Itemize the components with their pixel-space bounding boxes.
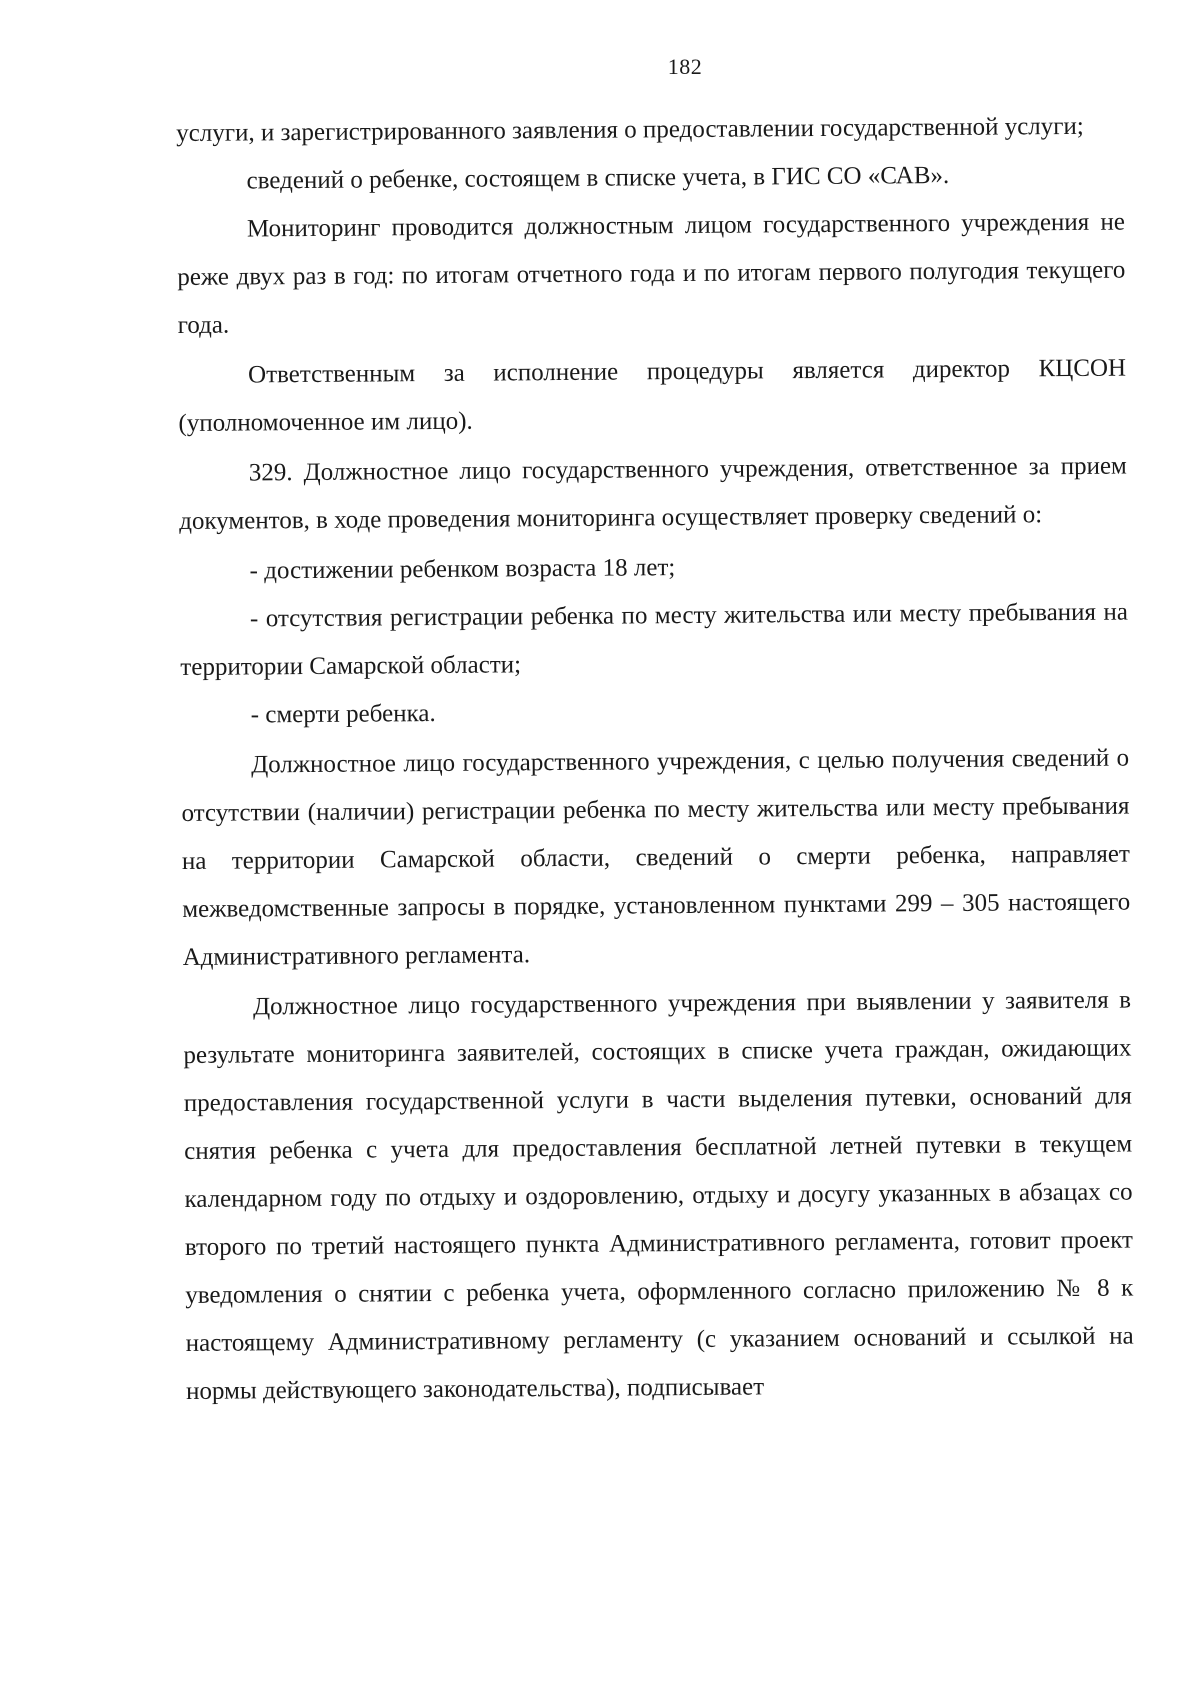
list-item-1: - достижении ребенком возраста 18 лет; xyxy=(249,554,676,585)
paragraph-2: сведений о ребенке, состоящем в списке учета, в ГИС СО «САВ». xyxy=(246,161,950,195)
page-number: 182 xyxy=(667,54,703,79)
paragraph-6: Должностное лицо государственного учреждения, с целью получения сведений о отсутствии (наличии) регистрации ребенка по месту жительства или месту пребывания на территории Самарской области, сведений о смерти ребенка, направляет межведомственные запросы в порядке, установленном пунктами 299 – 305 настоящего Административного регламента. xyxy=(181,744,1131,971)
paragraph-7: Должностное лицо государственного учреждения при выявлении у заявителя в результате мониторинга заявителей, состоящих в списке учета граждан, ожидающих предоставления государственной услуги в части выделения путевки, оснований для снятия ребенка с учета для предоставления бесплатной летней путевки в текущем календарном году по отдыху и оздоровлению, отдыху и досугу указанных в абзацах со второго по третий настоящего пункта Административного регламента, готовит проект уведомления о снятии с ребенка учета, оформленного согласно приложению № 8 к настоящему Административному регламенту (с указанием оснований и ссылкой на нормы действующего законодательства), подписывает xyxy=(183,986,1134,1405)
paragraph-3: Мониторинг проводится должностным лицом государственного учреждения не реже двух раз в год: по итогам отчетного года и по итогам первого полугодия текущего года. xyxy=(177,208,1126,339)
list-item-2: - отсутствия регистрации ребенка по месту жительства или месту пребывания на территории Самарской области; xyxy=(180,598,1129,681)
body-text xyxy=(176,103,1134,1416)
list-item-3: - смерти ребенка. xyxy=(250,699,436,729)
paragraph-5: 329. Должностное лицо государственного учреждения, ответственное за прием документов, в ходе проведения мониторинга осуществляет проверку сведений о: xyxy=(179,452,1127,535)
paragraph-1: услуги, и зарегистрированного заявления о предоставлении государственной услуги; xyxy=(176,112,1084,147)
paragraph-4: Ответственным за исполнение процедуры является директор КЦСОН (уполномоченное им лицо). xyxy=(178,354,1127,437)
